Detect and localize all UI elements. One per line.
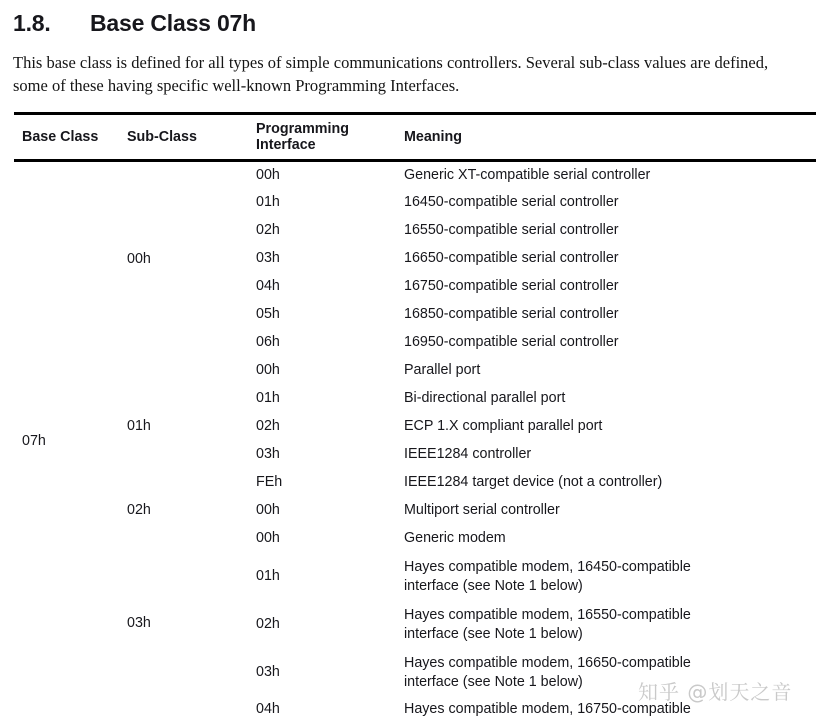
table-row [14, 357, 816, 385]
cell-meaning: 16650-compatible serial controller [404, 250, 619, 266]
cell-programming-interface: 00h [256, 362, 280, 378]
cell-meaning: 16950-compatible serial controller [404, 334, 619, 350]
cell-programming-interface: 02h [256, 616, 280, 632]
page-title [0, 0, 830, 37]
cell-programming-interface: 05h [256, 306, 280, 322]
table-row [14, 161, 816, 189]
cell-meaning [396, 601, 816, 649]
table-body [14, 161, 816, 722]
cell-meaning: IEEE1284 target device (not a controller) [404, 474, 663, 490]
cell-programming-interface: 04h [256, 278, 280, 294]
cell-programming-interface: 00h [256, 530, 280, 546]
zhihu-watermark: 知乎 @划天之音 [638, 680, 793, 704]
cell-meaning: 16750-compatible serial controller [404, 278, 619, 294]
cell-programming-interface: 01h [256, 390, 280, 406]
intro-paragraph: This base class is defined for all types of simple communications controllers. Several sub-class values are defined, some of these having specific well-known Programming Interfaces. [13, 53, 769, 95]
cell-meaning: Hayes compatible modem, 16750-compatible [404, 700, 691, 717]
cell-programming-interface: 00h [256, 502, 280, 518]
meaning-line-2: interface (see Note 1 below) [404, 577, 583, 594]
section-number: 1.8. [13, 10, 51, 36]
column-header-programming-interface: Programming Interface [248, 114, 396, 161]
cell-programming-interface: 01h [256, 568, 280, 584]
cell-meaning: Multiport serial controller [404, 502, 560, 518]
cell-meaning [396, 553, 816, 601]
cell-programming-interface: 03h [256, 446, 280, 462]
cell-meaning: Bi-directional parallel port [404, 390, 566, 406]
cell-sub-class: 02h [127, 502, 151, 518]
cell-meaning: Parallel port [404, 362, 481, 378]
cell-meaning: 16850-compatible serial controller [404, 306, 619, 322]
meaning-line-1: Hayes compatible modem, 16550-compatible [404, 606, 691, 623]
table-row [14, 525, 816, 553]
cell-programming-interface: FEh [256, 474, 283, 490]
section-title: Base Class 07h [90, 10, 256, 36]
table-header-row [14, 114, 816, 161]
cell-meaning [396, 649, 816, 697]
spec-table-container [0, 112, 830, 722]
meaning-line-2: interface (see Note 1 below) [404, 673, 583, 690]
column-header-sub-class: Sub-Class [119, 114, 248, 161]
column-header-base-class: Base Class [14, 114, 119, 161]
cell-sub-class: 00h [127, 250, 151, 267]
cell-base-class: 07h [22, 433, 46, 450]
meaning-line-2: interface (see Note 1 below) [404, 625, 583, 642]
cell-programming-interface: 01h [256, 194, 280, 210]
cell-programming-interface: 03h [256, 250, 280, 266]
meaning-line-1: Hayes compatible modem, 16650-compatible [404, 654, 691, 671]
table-row [14, 497, 816, 525]
cell-sub-class: 01h [127, 418, 151, 434]
column-header-meaning: Meaning [396, 114, 816, 161]
base-class-07h-table [14, 112, 816, 722]
cell-meaning: ECP 1.X compliant parallel port [404, 418, 603, 434]
cell-meaning: 16550-compatible serial controller [404, 222, 619, 238]
cell-programming-interface: 03h [256, 664, 280, 680]
cell-meaning: IEEE1284 controller [404, 446, 532, 462]
cell-programming-interface: 02h [256, 418, 280, 434]
cell-meaning: Generic modem [404, 530, 506, 546]
cell-sub-class: 03h [127, 614, 151, 631]
cell-meaning: Generic XT-compatible serial controller [404, 166, 651, 183]
cell-programming-interface: 00h [256, 166, 280, 183]
meaning-line-1: Hayes compatible modem, 16450-compatible [404, 558, 691, 575]
cell-meaning: 16450-compatible serial controller [404, 194, 619, 210]
cell-programming-interface: 06h [256, 334, 280, 350]
cell-programming-interface: 04h [256, 700, 280, 717]
cell-programming-interface: 02h [256, 222, 280, 238]
